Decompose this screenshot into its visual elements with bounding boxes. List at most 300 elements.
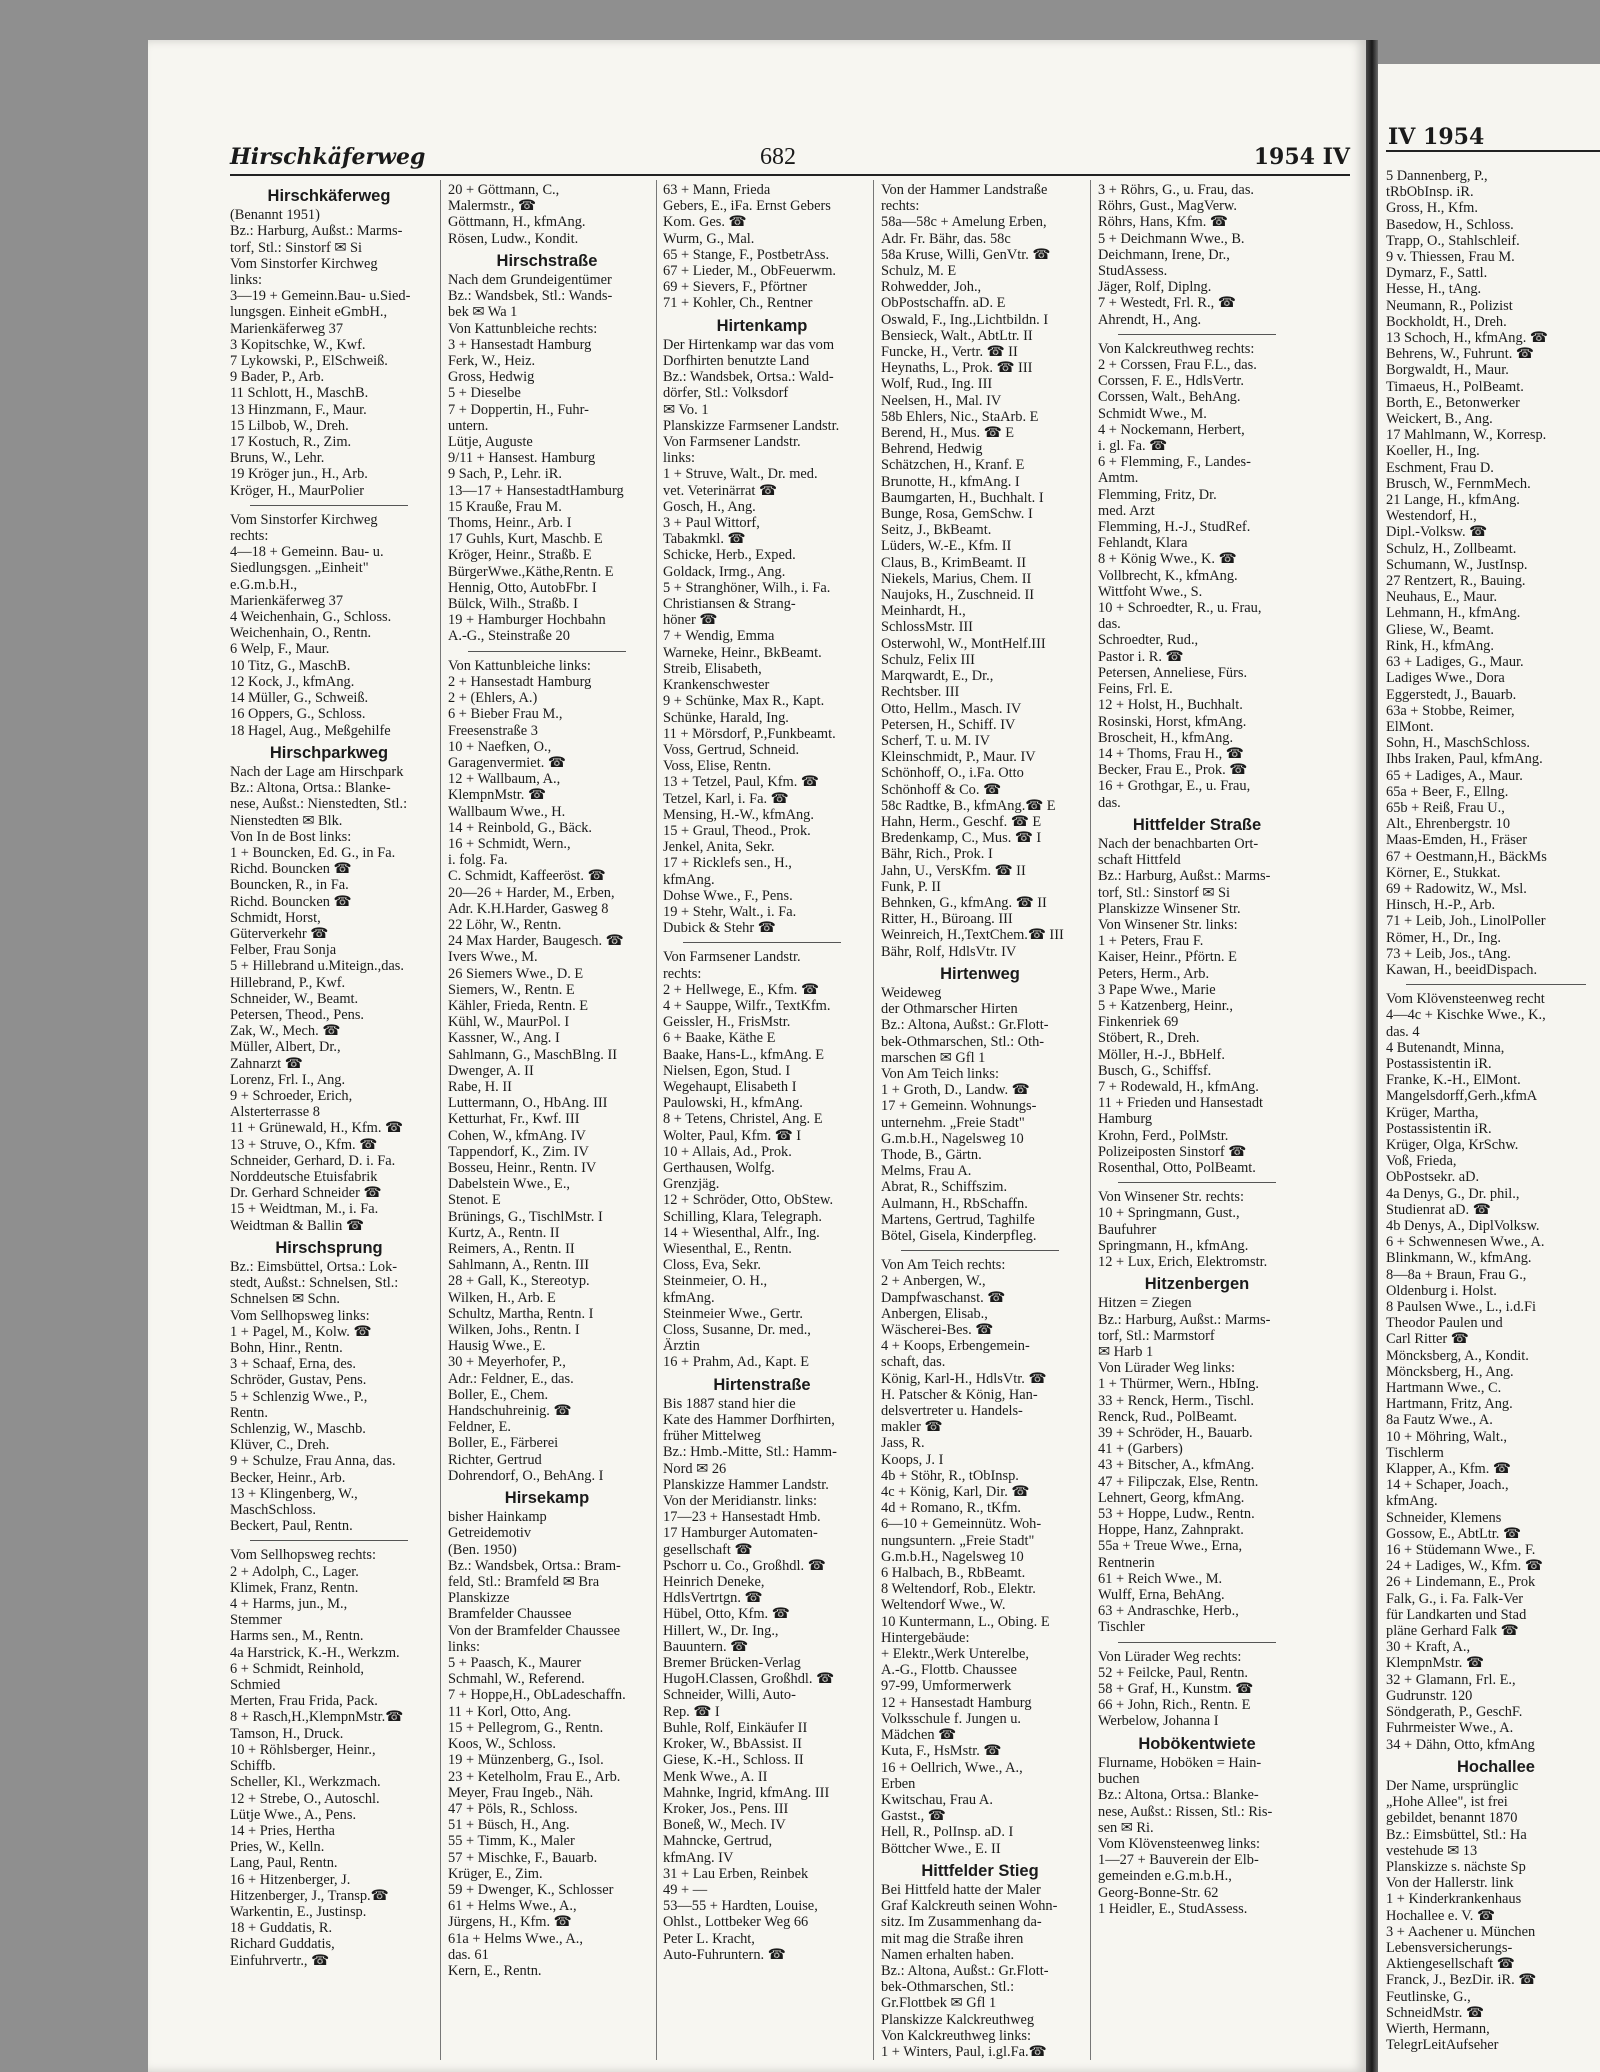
directory-entry: Schicke, Herb., Exped. xyxy=(663,547,796,564)
directory-entry: Broscheit, H., kfmAng. xyxy=(1098,729,1234,746)
directory-entry: Wittfoht Wwe., S. xyxy=(1098,583,1203,600)
directory-entry: Hell, R., PolInsp. aD. I xyxy=(881,1824,1014,1841)
directory-entry: 9 + Schünke, Max R., Kapt. xyxy=(663,693,825,710)
directory-entry: 15 + Weidtman, M., i. Fa. xyxy=(230,1201,379,1218)
directory-entry: Richard Guddatis, xyxy=(230,1936,335,1953)
directory-entry: 6 + Bieber Frau M., xyxy=(448,706,563,723)
directory-entry: 13 + Struve, O., Kfm. ☎ xyxy=(230,1136,378,1153)
directory-entry: Bz.: Hmb.-Mitte, Stl.: Hamm- xyxy=(663,1444,837,1461)
directory-entry: Finkenriek 69 xyxy=(1098,1014,1179,1031)
directory-entry: 18 Hagel, Aug., Meßgehilfe xyxy=(230,722,391,739)
directory-entry: 27 Rentzert, R., Bauing. xyxy=(1386,573,1526,590)
directory-entry: 7 + Doppertin, H., Fuhr- xyxy=(448,401,589,418)
directory-entry: KlempnMstr. ☎ xyxy=(448,787,546,804)
directory-entry: Hillebrand, P., Kwf. xyxy=(230,974,346,991)
section-divider xyxy=(250,1540,408,1541)
directory-entry: Postassistentin iR. xyxy=(1386,1120,1492,1137)
directory-entry: makler ☎ xyxy=(881,1419,943,1436)
directory-entry: Von Kalckreuthweg rechts: xyxy=(1098,340,1255,357)
directory-entry: Merten, Frau Frida, Pack. xyxy=(230,1693,378,1710)
directory-entry: Schiffb. xyxy=(230,1758,276,1775)
directory-entry: KlempnMstr. ☎ xyxy=(1386,1655,1484,1672)
directory-entry: Dohrendorf, O., BehAng. I xyxy=(448,1467,604,1484)
street-heading: Hitzenbergen xyxy=(1144,1275,1250,1294)
directory-entry: 12 + Holst, H., Buchhalt. xyxy=(1098,697,1243,714)
directory-entry: Carl Ritter ☎ xyxy=(1386,1331,1469,1348)
directory-entry: Planskizze Hammer Landstr. xyxy=(663,1476,829,1493)
directory-entry: Bz.: Harburg, Außst.: Marms- xyxy=(230,223,403,240)
directory-entry: Polizeiposten Sinstorf ☎ xyxy=(1098,1143,1247,1160)
left-page xyxy=(148,40,1366,2072)
directory-entry: 5 + Stranghöner, Wilh., i. Fa. xyxy=(663,579,831,596)
directory-entry: Schneider, Gerhard, D. i. Fa. xyxy=(230,1152,396,1169)
directory-entry: Hinsch, H.-P., Arb. xyxy=(1386,897,1496,914)
directory-entry: 33 + Renck, Herm., Tischl. xyxy=(1098,1392,1255,1409)
directory-entry: 1 + Thürmer, Wern., HbIng. xyxy=(1098,1376,1259,1393)
directory-entry: Schneider, W., Beamt. xyxy=(230,990,359,1007)
directory-entry: Voß, Frieda, xyxy=(1386,1153,1457,1170)
directory-entry: (Ben. 1950) xyxy=(448,1541,517,1558)
directory-entry: Bz.: Altona, Außst.: Gr.Flott- xyxy=(881,1017,1049,1034)
directory-entry: 1 + Winters, Paul, i.gl.Fa.☎ xyxy=(881,2043,1047,2060)
directory-entry: Schlenzig, W., Maschb. xyxy=(230,1421,366,1438)
directory-entry: Schönhoff, O., i.Fa. Otto xyxy=(881,765,1024,782)
directory-entry: 17—23 + Hansestadt Hmb. xyxy=(663,1509,821,1526)
section-divider xyxy=(683,942,841,943)
directory-entry: Lehnert, Georg, kfmAng. xyxy=(1098,1489,1245,1506)
directory-entry: 14 + Pries, Hertha xyxy=(230,1822,335,1839)
directory-entry: Weideweg xyxy=(881,984,942,1001)
directory-entry: 4 + Koops, Erbengemein- xyxy=(881,1338,1030,1355)
directory-entry: 28 + Gall, K., Stereotyp. xyxy=(448,1273,590,1290)
directory-entry: Bähr, Rich., Prok. I xyxy=(881,846,993,863)
directory-entry: Falk, G., i. Fa. Falk-Ver xyxy=(1386,1590,1524,1607)
directory-entry: Krankenschwester xyxy=(663,677,770,694)
directory-entry: 5 + Schlenzig Wwe., P., xyxy=(230,1388,368,1405)
directory-column-5 xyxy=(1098,182,1296,1917)
directory-entry: Wolter, Paul, Kfm. ☎ I xyxy=(663,1127,802,1144)
directory-entry: Rosinski, Horst, kfmAng. xyxy=(1098,713,1247,730)
directory-entry: Zak, W., Mech. ☎ xyxy=(230,1023,341,1040)
directory-entry: Hochallee e. V. ☎ xyxy=(1386,1907,1495,1924)
directory-entry: Dabelstein Wwe., E., xyxy=(448,1176,571,1193)
directory-entry: Böttcher Wwe., E. II xyxy=(881,1840,1001,1857)
directory-entry: 58 + Graf, H., Kunstm. ☎ xyxy=(1098,1681,1254,1698)
directory-entry: Behrend, Hedwig xyxy=(881,441,983,458)
directory-entry: TelegrLeitAufseher xyxy=(1386,2037,1499,2054)
header-rule xyxy=(230,174,1350,176)
directory-entry: 14 + Reinbold, G., Bäck. xyxy=(448,819,593,836)
directory-entry: Westendorf, H., xyxy=(1386,508,1477,525)
directory-entry: Closs, Eva, Sekr. xyxy=(663,1257,761,1274)
directory-entry: 6 + Schwennesen Wwe., A. xyxy=(1386,1234,1545,1251)
directory-entry: 26 + Lindemann, E., Prok xyxy=(1386,1574,1536,1591)
directory-entry: Wäscherei-Bes. ☎ xyxy=(881,1322,994,1339)
directory-entry: Vom Sinstorfer Kirchweg xyxy=(230,255,378,272)
directory-entry: 43 + Bitscher, A., kfmAng. xyxy=(1098,1457,1255,1474)
directory-entry: 59 + Dwenger, K., Schlosser xyxy=(448,1881,614,1898)
directory-entry: 3 + Paul Wittorf, xyxy=(663,515,760,532)
directory-entry: 4 + Nockemann, Herbert, xyxy=(1098,421,1245,438)
directory-entry: Lehmann, H., kfmAng. xyxy=(1386,605,1521,622)
directory-entry: Hitzenberger, J., Transp.☎ xyxy=(230,1887,389,1904)
directory-entry: Adr.: Feldner, E., das. xyxy=(448,1370,574,1387)
directory-entry: Der Hirtenkamp war das vom xyxy=(663,336,835,353)
directory-entry: 1 Heidler, E., StudAssess. xyxy=(1098,1900,1248,1917)
directory-entry: 8 + König Wwe., K. ☎ xyxy=(1098,551,1237,568)
directory-entry: 58a—58c + Amelung Erben, xyxy=(881,214,1047,231)
directory-entry: Tischlerm xyxy=(1386,1444,1444,1461)
directory-entry: Stemmer xyxy=(230,1612,282,1629)
directory-entry: Tamson, H., Druck. xyxy=(230,1725,344,1742)
directory-entry: sen ✉ Ri. xyxy=(1098,1819,1154,1836)
directory-entry: 71 + Leib, Joh., LinolPoller xyxy=(1386,913,1546,930)
directory-entry: Rechtsber. III xyxy=(881,684,960,701)
directory-entry: Neuhaus, E., Maur. xyxy=(1386,589,1498,606)
directory-entry: 8 Weltendorf, Rob., Elektr. xyxy=(881,1581,1036,1598)
directory-entry: 15 + Graul, Theod., Prok. xyxy=(663,822,811,839)
directory-entry: Petersen, Anneliese, Fürs. xyxy=(1098,664,1248,681)
directory-entry: untern. xyxy=(448,417,489,434)
directory-entry: Bz.: Wandsbek, Stl.: Wands- xyxy=(448,288,613,305)
directory-entry: Nienstedten ✉ Blk. xyxy=(230,812,343,829)
directory-entry: 8 Paulsen Wwe., L., i.d.Fi xyxy=(1386,1299,1537,1316)
directory-entry: feld, Stl.: Bramfeld ✉ Bra xyxy=(448,1574,600,1591)
directory-entry: Krüger, Martha, xyxy=(1386,1104,1479,1121)
directory-entry: Bouncken, R., in Fa. xyxy=(230,877,349,894)
directory-entry: Bauuntern. ☎ xyxy=(663,1638,749,1655)
directory-entry: 1 + Peters, Frau F. xyxy=(1098,933,1204,950)
directory-entry: Eschment, Frau D. xyxy=(1386,459,1494,476)
directory-entry: Niekels, Marius, Chem. II xyxy=(881,570,1032,587)
directory-entry: Bülck, Wilh., Straßb. I xyxy=(448,596,578,613)
directory-entry: 12 + Hansestadt Hamburg xyxy=(881,1694,1032,1711)
directory-entry: 4d + Romano, R., tKfm. xyxy=(881,1500,1022,1517)
directory-entry: Mädchen ☎ xyxy=(881,1727,957,1744)
directory-entry: 12 + Wallbaum, A., xyxy=(448,771,561,788)
column-divider xyxy=(873,180,874,2060)
directory-entry: Thode, B., Gärtn. xyxy=(881,1146,982,1163)
directory-entry: 34 + Dähn, Otto, kfmAng xyxy=(1386,1736,1535,1753)
directory-entry: Kwitschau, Frau A. xyxy=(881,1791,993,1808)
directory-entry: Klüver, C., Dreh. xyxy=(230,1437,330,1454)
directory-entry: Gr.Flottbek ✉ Gfl 1 xyxy=(881,1995,997,2012)
directory-entry: Von Farmsener Landstr. xyxy=(663,949,801,966)
directory-entry: Schröder, Gustav, Pens. xyxy=(230,1372,367,1389)
directory-entry: nungsuntern. „Freie Stadt" xyxy=(881,1532,1035,1549)
directory-entry: Werbelow, Johanna I xyxy=(1098,1713,1219,1730)
directory-entry: 16 + Oellrich, Wwe., A., xyxy=(881,1759,1023,1776)
directory-entry: delsvertreter u. Handels- xyxy=(881,1403,1023,1420)
directory-entry: Getreidemotiv xyxy=(448,1525,532,1542)
directory-entry: Cohen, W., kfmAng. IV xyxy=(448,1127,586,1144)
directory-entry: 51 + Büsch, H., Ang. xyxy=(448,1817,570,1834)
directory-entry: + Elektr.,Werk Unterelbe, xyxy=(881,1646,1030,1663)
directory-entry: Scherf, T. u. M. IV xyxy=(881,732,990,749)
directory-entry: Göttmann, H., kfmAng. xyxy=(448,214,586,231)
directory-entry: 41 + (Garbers) xyxy=(1098,1441,1183,1458)
directory-entry: Ärztin xyxy=(663,1338,700,1355)
directory-entry: SchlossMstr. III xyxy=(881,619,973,636)
directory-entry: Adr. Fr. Bähr, das. 58c xyxy=(881,230,1011,247)
directory-entry: bek ✉ Wa 1 xyxy=(448,304,518,321)
directory-entry: 11 Schlott, H., MaschB. xyxy=(230,385,369,402)
directory-entry: 4c + König, Karl, Dir. ☎ xyxy=(881,1484,1030,1501)
directory-entry: 2 + Hansestadt Hamburg xyxy=(448,673,592,690)
directory-entry: Gebers, E., iFa. Ernst Gebers xyxy=(663,198,831,215)
directory-entry: Closs, Susanne, Dr. med., xyxy=(663,1322,811,1339)
directory-entry: 53—55 + Hardten, Louise, xyxy=(663,1898,818,1915)
directory-entry: gesellschaft ☎ xyxy=(663,1541,753,1558)
directory-entry: 10 Kuntermann, L., Obing. E xyxy=(881,1613,1050,1630)
directory-entry: Möncksberg, A., Kondit. xyxy=(1386,1347,1529,1364)
directory-entry: HugoH.Classen, Großhdl. ☎ xyxy=(663,1671,835,1688)
directory-entry: Jenkel, Anita, Sekr. xyxy=(663,839,775,856)
street-heading: Hirsekamp xyxy=(504,1489,590,1508)
directory-entry: Schünke, Harald, Ing. xyxy=(663,709,789,726)
directory-entry: 97-99, Umformerwerk xyxy=(881,1678,1012,1695)
directory-entry: Kassner, W., Ang. I xyxy=(448,1030,560,1047)
directory-entry: Menk Wwe., A. II xyxy=(663,1768,768,1785)
directory-entry: (Benannt 1951) xyxy=(230,207,320,224)
column-divider xyxy=(440,180,441,2060)
directory-entry: Hartmann, Fritz, Ang. xyxy=(1386,1396,1513,1413)
directory-entry: Erben xyxy=(881,1775,916,1792)
directory-entry: 3—19 + Gemeinn.Bau- u.Sied- xyxy=(230,288,411,305)
directory-entry: Bz.: Eimsbüttel, Ortsa.: Lok- xyxy=(230,1259,398,1275)
directory-entry: Heynaths, L., Prok. ☎ III xyxy=(881,360,1033,377)
directory-entry: 3 Pape Wwe., Marie xyxy=(1098,981,1216,998)
directory-entry: Kuta, F., HsMstr. ☎ xyxy=(881,1743,1002,1760)
directory-entry: 1 + Pagel, M., Kolw. ☎ xyxy=(230,1323,372,1340)
directory-entry: 5 + Katzenberg, Heinr., xyxy=(1098,997,1233,1014)
directory-entry: Sahlmann, A., Rentn. III xyxy=(448,1257,590,1274)
directory-entry: 16 + Schmidt, Wern., xyxy=(448,835,571,852)
directory-entry: Bz.: Harburg, Außst.: Marms- xyxy=(1098,1311,1271,1328)
directory-entry: Gudrunstr. 120 xyxy=(1386,1687,1473,1704)
directory-entry: 14 + Thoms, Frau H., ☎ xyxy=(1098,745,1244,762)
directory-entry: Graf Kalckreuth seinen Wohn- xyxy=(881,1898,1058,1915)
header-year-volume: 1954 IV xyxy=(1253,144,1350,170)
directory-entry: 66 + John, Rich., Rentn. E xyxy=(1098,1697,1251,1714)
directory-entry: 31 + Lau Erben, Reinbek xyxy=(663,1865,809,1882)
directory-entry: 5 + Deichmann Wwe., B. xyxy=(1098,230,1245,247)
directory-entry: 19 + Stehr, Walt., i. Fa. xyxy=(663,903,797,920)
directory-entry: 2 + Corssen, Frau F.L., das. xyxy=(1098,357,1257,374)
directory-entry: 16 + Grothgar, E., u. Frau, xyxy=(1098,778,1251,795)
directory-entry: Hahn, Herm., Geschf. ☎ E xyxy=(881,813,1042,830)
directory-entry: 14 + Wiesenthal, Alfr., Ing. xyxy=(663,1224,820,1241)
directory-entry: Gross, H., Kfm. xyxy=(1386,200,1478,217)
directory-entry: 14 + Schaper, Joach., xyxy=(1386,1477,1509,1494)
directory-entry: Mensing, H.-W., kfmAng. xyxy=(663,806,814,823)
directory-entry: Hintergebäude: xyxy=(881,1629,970,1646)
directory-entry: Hübel, Otto, Kfm. ☎ xyxy=(663,1606,790,1623)
directory-entry: Mangelsdorff,Gerh.,kfmA xyxy=(1386,1088,1538,1105)
directory-entry: 4b + Stöhr, R., tObInsp. xyxy=(881,1467,1019,1484)
directory-entry: Bockholdt, H., Dreh. xyxy=(1386,313,1507,330)
directory-entry: Bohn, Hinr., Rentn. xyxy=(230,1340,343,1357)
directory-entry: 8a Fautz Wwe., A. xyxy=(1386,1412,1493,1429)
directory-entry: Von Winsener Str. links: xyxy=(1098,916,1238,933)
directory-entry: Schmidt Wwe., M. xyxy=(1098,405,1207,422)
directory-entry: Bz.: Harburg, Außst.: Marms- xyxy=(1098,868,1271,885)
directory-column-4 xyxy=(881,182,1079,2060)
directory-entry: 8 + Rasch,H.,KlempnMstr.☎ xyxy=(230,1709,404,1726)
directory-entry: Jäger, Rolf, Diplng. xyxy=(1098,279,1212,296)
directory-entry: 6 Halbach, B., RbBeamt. xyxy=(881,1565,1026,1582)
directory-entry: Scheller, Kl., Werkzmach. xyxy=(230,1774,381,1791)
directory-entry: Zahnarzt ☎ xyxy=(230,1055,303,1072)
directory-entry: 4 Weichenhain, G., Schloss. xyxy=(230,609,392,626)
directory-entry: Röhrs, Gust., MagVerw. xyxy=(1098,198,1237,215)
directory-entry: Von Lürader Weg links: xyxy=(1098,1360,1235,1377)
directory-entry: Kröger, H., MaurPolier xyxy=(230,482,365,499)
directory-entry: 65b + Reiß, Frau U., xyxy=(1386,799,1505,816)
section-divider xyxy=(468,651,626,652)
directory-entry: 9 Bader, P., Arb. xyxy=(230,369,325,386)
directory-entry: Marienkäferweg 37 xyxy=(230,320,344,337)
directory-entry: 30 + Meyerhofer, P., xyxy=(448,1354,566,1371)
directory-entry: Marqwardt, E., Dr., xyxy=(881,668,994,685)
directory-entry: 67 + Lieder, M., ObFeuerwm. xyxy=(663,263,836,280)
directory-entry: Deichmann, Irene, Dr., xyxy=(1098,246,1230,263)
directory-entry: Renck, Rud., PolBeamt. xyxy=(1098,1408,1238,1425)
right-page xyxy=(1378,64,1600,2072)
directory-entry: Warneke, Heinr., BkBeamt. xyxy=(663,644,822,661)
directory-entry: Busch, G., Schiffsf. xyxy=(1098,1062,1212,1079)
directory-entry: Nord ✉ 26 xyxy=(663,1460,727,1477)
directory-entry: ElMont. xyxy=(1386,718,1434,735)
directory-entry: Malermstr., ☎ xyxy=(448,198,536,215)
directory-entry: 2 + Adolph, C., Lager. xyxy=(230,1563,359,1580)
directory-entry: Corssen, F. E., HdlsVertr. xyxy=(1098,373,1244,390)
directory-entry: Körner, E., Stukkat. xyxy=(1386,864,1501,881)
directory-entry: Lebensversicherungs- xyxy=(1386,1939,1513,1956)
directory-entry: Tischler xyxy=(1098,1619,1145,1636)
directory-entry: 11 + Mörsdorf, P.,Funkbeamt. xyxy=(663,725,836,742)
directory-entry: 32 + Glamann, Frl. E., xyxy=(1386,1671,1516,1688)
directory-entry: Möller, H.-J., BbHelf. xyxy=(1098,1046,1225,1063)
directory-entry: 49 + — xyxy=(663,1881,708,1898)
directory-entry: Bz.: Wandsbek, Ortsa.: Wald- xyxy=(663,369,834,386)
directory-entry: 57 + Mischke, F., Bauarb. xyxy=(448,1849,598,1866)
directory-entry: der Othmarscher Hirten xyxy=(881,1001,1018,1018)
directory-entry: 9 + Schroeder, Erich, xyxy=(230,1087,353,1104)
directory-entry: Franke, K.-H., ElMont. xyxy=(1386,1072,1521,1089)
directory-entry: Stöbert, R., Dreh. xyxy=(1098,1030,1200,1047)
directory-entry: Volksschule f. Jungen u. xyxy=(881,1710,1022,1727)
street-heading: Hirtenweg xyxy=(940,964,1020,983)
directory-entry: Lorenz, Frl. I., Ang. xyxy=(230,1071,346,1088)
directory-entry: Wallbaum Wwe., H. xyxy=(448,803,566,820)
directory-entry: Rentnerin xyxy=(1098,1554,1155,1571)
directory-entry: Claus, B., KrimBeamt. II xyxy=(881,554,1027,571)
directory-entry: Amtm. xyxy=(1098,470,1139,487)
directory-entry: 7 + Rodewald, H., kfmAng. xyxy=(1098,1078,1259,1095)
directory-entry: Von Winsener Str. rechts: xyxy=(1098,1189,1244,1206)
directory-entry: Hesse, H., tAng. xyxy=(1386,281,1482,298)
directory-entry: 9/11 + Hansest. Hamburg xyxy=(448,450,596,467)
directory-entry: Becker, Frau E., Prok. ☎ xyxy=(1098,762,1248,779)
directory-entry: Voss, Gertrud, Schneid. xyxy=(663,741,800,758)
directory-entry: Krüger, E., Zim. xyxy=(448,1865,543,1882)
directory-entry: Rabe, H. II xyxy=(448,1078,512,1095)
directory-entry: ObPostsekr. aD. xyxy=(1386,1169,1480,1186)
directory-entry: Vom Sellhopsweg links: xyxy=(230,1307,370,1324)
street-heading: Hirschsprung xyxy=(275,1238,383,1257)
directory-entry: Feldner, E. xyxy=(448,1419,511,1436)
directory-entry: Schnelsen ✉ Schn. xyxy=(230,1291,340,1308)
directory-entry: Bei Hittfeld hatte der Maler xyxy=(881,1881,1041,1898)
directory-entry: Römer, H., Dr., Ing. xyxy=(1386,929,1501,946)
directory-entry: Gosch, H., Ang. xyxy=(663,498,756,515)
directory-entry: Flurname, Hoböken = Hain- xyxy=(1098,1754,1262,1771)
directory-entry: Alsterterrasse 8 xyxy=(230,1104,320,1121)
directory-entry: Funcke, H., Vertr. ☎ II xyxy=(881,344,1018,361)
directory-entry: Dipl.-Volksw. ☎ xyxy=(1386,524,1488,541)
directory-entry: Ladiges Wwe., Dora xyxy=(1386,670,1505,687)
directory-entry: 5 + Paasch, K., Maurer xyxy=(448,1655,582,1672)
directory-entry: Lang, Paul, Rentn. xyxy=(230,1855,338,1872)
directory-entry: 16 + Stüdemann Wwe., F. xyxy=(1386,1542,1536,1559)
directory-entry: rechts: xyxy=(881,198,920,215)
directory-entry: 65a + Beer, F., Ellng. xyxy=(1386,783,1509,800)
directory-entry: links: xyxy=(230,272,262,289)
directory-entry: bek-Othmarschen, Stl.: xyxy=(881,1979,1015,1996)
directory-entry: Becker, Heinr., Arb. xyxy=(230,1469,346,1486)
directory-entry: Siedlungsgen. „Einheit" xyxy=(230,560,369,577)
directory-entry: unternehm. „Freie Stadt" xyxy=(881,1114,1025,1131)
directory-entry: Von Kattunbleiche rechts: xyxy=(448,320,598,337)
directory-entry: Bötel, Gisela, Kinderpfleg. xyxy=(881,1228,1037,1244)
directory-entry: Kate des Hammer Dorfhirten, xyxy=(663,1412,835,1429)
directory-entry: Wilken, H., Arb. E xyxy=(448,1289,556,1306)
directory-entry: Nach der Lage am Hirschpark xyxy=(230,763,404,780)
directory-entry: Timaeus, H., PolBeamt. xyxy=(1386,378,1524,395)
directory-entry: Wierth, Hermann, xyxy=(1386,2020,1490,2037)
directory-entry: Rentn. xyxy=(230,1404,268,1421)
directory-entry: Peter L. Kracht, xyxy=(663,1930,755,1947)
directory-entry: 6 + Baake, Käthe E xyxy=(663,1030,776,1047)
directory-entry: Schneider, Klemens xyxy=(1386,1509,1502,1526)
directory-entry: Rohwedder, Joh., xyxy=(881,279,982,296)
directory-entry: 47 + Filipczak, Else, Rentn. xyxy=(1098,1473,1259,1490)
directory-entry: 2 + Hellwege, E., Kfm. ☎ xyxy=(663,981,819,998)
directory-entry: 69 + Sievers, F., Pförtner xyxy=(663,279,808,296)
directory-entry: Von Kattunbleiche links: xyxy=(448,657,591,674)
directory-entry: Jass, R. xyxy=(881,1435,925,1452)
directory-entry: pläne Gerhard Falk ☎ xyxy=(1386,1623,1519,1640)
directory-entry: kfmAng. xyxy=(663,1289,715,1306)
directory-entry: Ivers Wwe., M. xyxy=(448,949,538,966)
directory-entry: Planskizze Kalckreuthweg xyxy=(881,2011,1035,2028)
directory-entry: 9 + Schulze, Frau Anna, das. xyxy=(230,1453,396,1470)
directory-entry: Bähr, Rolf, HdlsVtr. IV xyxy=(881,943,1017,960)
directory-entry: Funk, P. II xyxy=(881,878,941,895)
directory-entry: G.m.b.H., Nagelsweg 10 xyxy=(881,1130,1024,1147)
directory-entry: Söndgerath, P., GeschF. xyxy=(1386,1704,1523,1721)
directory-entry: Hamburg xyxy=(1098,1111,1153,1128)
directory-entry: 4 + Sauppe, Wilfr., TextKfm. xyxy=(663,997,831,1014)
section-divider xyxy=(1118,1182,1276,1183)
directory-entry: Warkentin, E., Justinsp. xyxy=(230,1903,367,1920)
directory-entry: Krüger, Olga, KrSchw. xyxy=(1386,1136,1519,1153)
directory-entry: Von der Bramfelder Chaussee xyxy=(448,1622,620,1639)
directory-entry: Hillert, W., Dr. Ing., xyxy=(663,1622,779,1639)
directory-entry: Röhrs, Hans, Kfm. ☎ xyxy=(1098,214,1228,231)
directory-entry: Ahrendt, H., Ang. xyxy=(1098,311,1202,328)
